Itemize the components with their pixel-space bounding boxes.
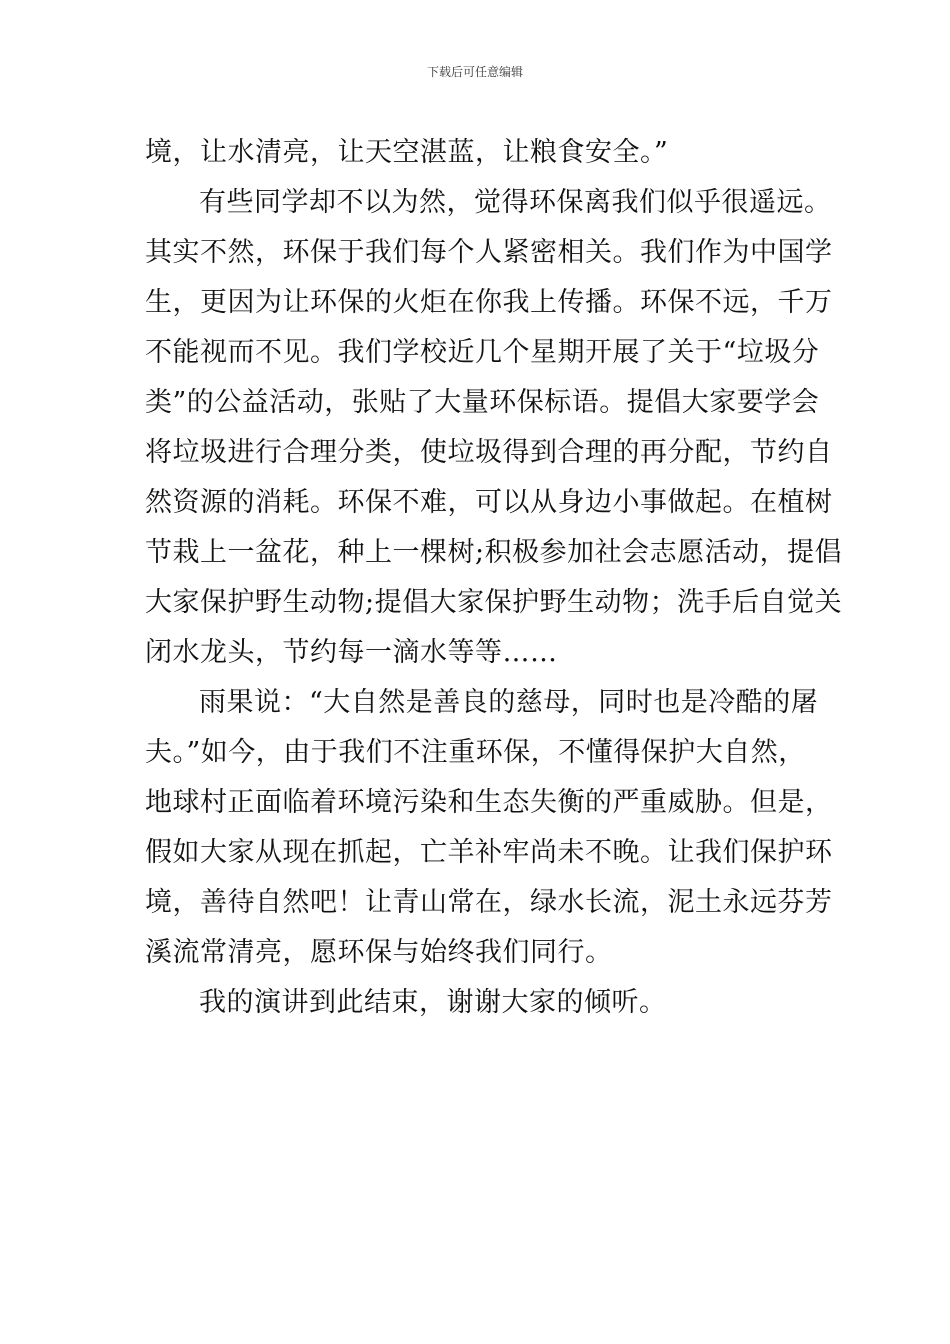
text-line: 生，更因为让环保的火炬在你我上传播。环保不远，千万	[145, 287, 833, 318]
text-line: 节栽上一盆花，种上一棵树;积极参加社会志愿活动，提倡	[145, 537, 843, 568]
text-line: 雨果说：“大自然是善良的慈母，同时也是冷酷的屠	[199, 687, 819, 718]
text-line: 然资源的消耗。环保不难，可以从身边小事做起。在植树	[145, 487, 833, 518]
text-line: 溪流常清亮，愿环保与始终我们同行。	[145, 937, 613, 968]
text-line: 我的演讲到此结束，谢谢大家的倾听。	[199, 987, 667, 1018]
text-line: 有些同学却不以为然，觉得环保离我们似乎很遥远。	[199, 187, 832, 218]
text-line: 大家保护野生动物;提倡大家保护野生动物；洗手后自觉关	[145, 587, 843, 618]
text-line: 不能视而不见。我们学校近几个星期开展了关于“垃圾分	[145, 337, 820, 368]
text-line: 闭水龙头，节约每一滴水等等……	[145, 637, 558, 668]
speech-body	[145, 128, 843, 1028]
text-line: 假如大家从现在抓起，亡羊补牢尚未不晚。让我们保护环	[145, 837, 833, 868]
text-line: 境，让水清亮，让天空湛蓝，让粮食安全。”	[145, 137, 669, 168]
text-line: 其实不然，环保于我们每个人紧密相关。我们作为中国学	[145, 237, 833, 268]
text-line: 类”的公益活动，张贴了大量环保标语。提倡大家要学会	[145, 387, 820, 418]
text-line: 将垃圾进行合理分类，使垃圾得到合理的再分配，节约自	[145, 437, 833, 468]
text-line: 夫。”如今，由于我们不注重环保，不懂得保护大自然，	[145, 737, 806, 768]
text-line: 境，善待自然吧！让青山常在，绿水长流，泥土永远芬芳	[145, 887, 833, 918]
page-header: 下载后可任意编辑	[426, 65, 523, 79]
text-line: 地球村正面临着环境污染和生态失衡的严重威胁。但是，	[145, 787, 833, 818]
